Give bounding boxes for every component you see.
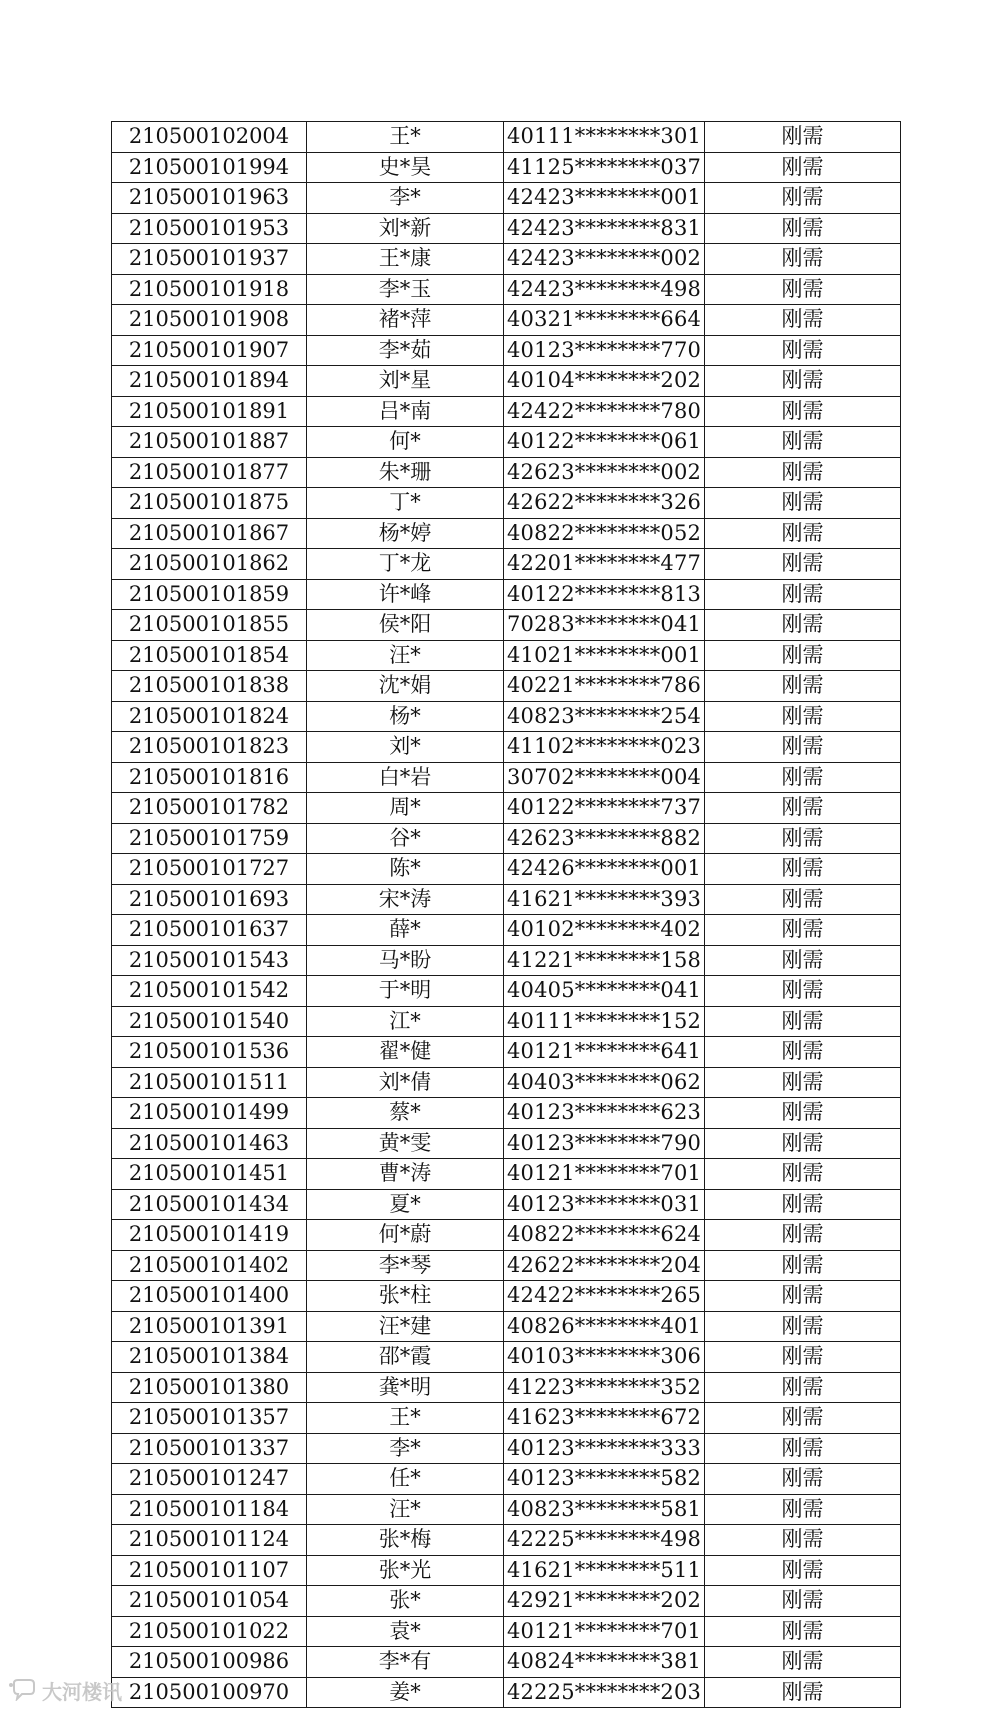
cell-type: 刚需 [705,366,901,397]
table-row [112,1616,901,1647]
cell-name: 夏* [307,1189,504,1220]
cell-application-id: 210500101337 [112,1433,307,1464]
cell-type: 刚需 [705,610,901,641]
table-row [112,122,901,153]
cell-name: 周* [307,793,504,824]
cell-application-id: 210500101247 [112,1464,307,1495]
cell-type: 刚需 [705,945,901,976]
table-row [112,1433,901,1464]
table-row [112,1006,901,1037]
cell-type: 刚需 [705,427,901,458]
cell-application-id: 210500101543 [112,945,307,976]
cell-id-number: 40104********202 [504,366,705,397]
cell-type: 刚需 [705,1616,901,1647]
cell-application-id: 210500101419 [112,1220,307,1251]
table-row [112,610,901,641]
cell-application-id: 210500101894 [112,366,307,397]
cell-id-number: 40102********402 [504,915,705,946]
cell-name: 汪* [307,640,504,671]
cell-application-id: 210500101918 [112,274,307,305]
cell-type: 刚需 [705,274,901,305]
cell-application-id: 210500101391 [112,1311,307,1342]
table-row [112,1677,901,1708]
table-row [112,793,901,824]
cell-application-id: 210500101357 [112,1403,307,1434]
table-row [112,854,901,885]
cell-name: 汪* [307,1494,504,1525]
table-row [112,396,901,427]
cell-id-number: 40121********701 [504,1616,705,1647]
cell-name: 刘* [307,732,504,763]
cell-type: 刚需 [705,1281,901,1312]
cell-id-number: 42622********326 [504,488,705,519]
cell-type: 刚需 [705,213,901,244]
cell-name: 吕*南 [307,396,504,427]
cell-id-number: 41621********393 [504,884,705,915]
cell-id-number: 42623********002 [504,457,705,488]
cell-application-id: 210500101907 [112,335,307,366]
cell-id-number: 40221********786 [504,671,705,702]
cell-application-id: 210500101451 [112,1159,307,1190]
cell-application-id: 210500101908 [112,305,307,336]
cell-application-id: 210500101824 [112,701,307,732]
cell-name: 李* [307,1433,504,1464]
cell-name: 李*玉 [307,274,504,305]
cell-name: 李*茹 [307,335,504,366]
cell-id-number: 40111********301 [504,122,705,153]
cell-name: 黄*雯 [307,1128,504,1159]
cell-name: 汪*建 [307,1311,504,1342]
cell-id-number: 40111********152 [504,1006,705,1037]
cell-id-number: 42921********202 [504,1586,705,1617]
cell-type: 刚需 [705,1372,901,1403]
cell-name: 宋*涛 [307,884,504,915]
cell-application-id: 210500101536 [112,1037,307,1068]
table-row [112,579,901,610]
table-row [112,183,901,214]
cell-name: 史*昊 [307,152,504,183]
cell-name: 张*梅 [307,1525,504,1556]
cell-name: 丁*龙 [307,549,504,580]
cell-name: 杨*婷 [307,518,504,549]
cell-id-number: 30702********004 [504,762,705,793]
cell-type: 刚需 [705,1159,901,1190]
cell-name: 曹*涛 [307,1159,504,1190]
cell-application-id: 210500101877 [112,457,307,488]
cell-id-number: 40823********254 [504,701,705,732]
cell-id-number: 41623********672 [504,1403,705,1434]
cell-application-id: 210500101637 [112,915,307,946]
cell-application-id: 210500101855 [112,610,307,641]
table-row [112,671,901,702]
cell-type: 刚需 [705,1525,901,1556]
table-row [112,274,901,305]
cell-type: 刚需 [705,1494,901,1525]
cell-application-id: 210500101782 [112,793,307,824]
cell-name: 刘*星 [307,366,504,397]
table-row [112,1067,901,1098]
cell-name: 张*柱 [307,1281,504,1312]
cell-application-id: 210500101867 [112,518,307,549]
cell-name: 沈*娟 [307,671,504,702]
cell-name: 翟*健 [307,1037,504,1068]
cell-name: 何*蔚 [307,1220,504,1251]
cell-name: 李*琴 [307,1250,504,1281]
cell-id-number: 40103********306 [504,1342,705,1373]
table-row [112,366,901,397]
cell-type: 刚需 [705,1250,901,1281]
cell-name: 马*盼 [307,945,504,976]
cell-name: 谷* [307,823,504,854]
roster-table-body [112,122,901,1708]
cell-type: 刚需 [705,152,901,183]
cell-application-id: 210500101875 [112,488,307,519]
cell-type: 刚需 [705,1311,901,1342]
table-row [112,701,901,732]
cell-application-id: 210500101511 [112,1067,307,1098]
cell-type: 刚需 [705,1037,901,1068]
table-row [112,640,901,671]
cell-name: 侯*阳 [307,610,504,641]
cell-application-id: 210500101854 [112,640,307,671]
cell-name: 何* [307,427,504,458]
cell-name: 李*有 [307,1647,504,1678]
cell-id-number: 41021********001 [504,640,705,671]
cell-id-number: 41102********023 [504,732,705,763]
cell-name: 褚*萍 [307,305,504,336]
table-row [112,1586,901,1617]
cell-id-number: 40123********333 [504,1433,705,1464]
cell-application-id: 210500101953 [112,213,307,244]
table-row [112,1342,901,1373]
cell-type: 刚需 [705,1403,901,1434]
cell-id-number: 40823********581 [504,1494,705,1525]
cell-type: 刚需 [705,915,901,946]
cell-type: 刚需 [705,335,901,366]
cell-id-number: 40321********664 [504,305,705,336]
table-row [112,213,901,244]
cell-id-number: 42622********204 [504,1250,705,1281]
cell-name: 江* [307,1006,504,1037]
cell-application-id: 210500100986 [112,1647,307,1678]
cell-type: 刚需 [705,1677,901,1708]
cell-application-id: 210500100970 [112,1677,307,1708]
cell-name: 杨* [307,701,504,732]
cell-type: 刚需 [705,305,901,336]
cell-type: 刚需 [705,518,901,549]
cell-application-id: 210500102004 [112,122,307,153]
cell-id-number: 40123********790 [504,1128,705,1159]
cell-type: 刚需 [705,1647,901,1678]
cell-id-number: 42423********831 [504,213,705,244]
cell-name: 薛* [307,915,504,946]
cell-type: 刚需 [705,549,901,580]
cell-id-number: 42422********780 [504,396,705,427]
cell-application-id: 210500101054 [112,1586,307,1617]
cell-type: 刚需 [705,1464,901,1495]
table-row [112,335,901,366]
cell-application-id: 210500101891 [112,396,307,427]
cell-id-number: 40123********623 [504,1098,705,1129]
cell-id-number: 40403********062 [504,1067,705,1098]
table-row [112,1098,901,1129]
table-row [112,1525,901,1556]
cell-id-number: 40824********381 [504,1647,705,1678]
table-row [112,305,901,336]
cell-application-id: 210500101963 [112,183,307,214]
cell-application-id: 210500101859 [112,579,307,610]
cell-application-id: 210500101862 [112,549,307,580]
cell-type: 刚需 [705,396,901,427]
watermark [8,1676,122,1704]
table-row [112,1189,901,1220]
table-row [112,1159,901,1190]
cell-application-id: 210500101400 [112,1281,307,1312]
table-row [112,1281,901,1312]
cell-id-number: 40123********582 [504,1464,705,1495]
cell-type: 刚需 [705,122,901,153]
cell-id-number: 40822********624 [504,1220,705,1251]
cell-name: 张* [307,1586,504,1617]
cell-application-id: 210500101816 [112,762,307,793]
cell-id-number: 40123********031 [504,1189,705,1220]
table-row [112,152,901,183]
cell-application-id: 210500101384 [112,1342,307,1373]
cell-name: 王* [307,1403,504,1434]
cell-name: 刘*新 [307,213,504,244]
cell-name: 于*明 [307,976,504,1007]
cell-application-id: 210500101727 [112,854,307,885]
cell-type: 刚需 [705,732,901,763]
roster-sheet [111,121,897,1708]
cell-id-number: 40123********770 [504,335,705,366]
cell-name: 白*岩 [307,762,504,793]
cell-application-id: 210500101107 [112,1555,307,1586]
cell-type: 刚需 [705,1006,901,1037]
cell-application-id: 210500101184 [112,1494,307,1525]
table-row [112,1250,901,1281]
cell-type: 刚需 [705,854,901,885]
cell-id-number: 70283********041 [504,610,705,641]
cell-type: 刚需 [705,671,901,702]
cell-id-number: 41223********352 [504,1372,705,1403]
cell-type: 刚需 [705,1586,901,1617]
cell-id-number: 40122********061 [504,427,705,458]
cell-type: 刚需 [705,1220,901,1251]
cell-id-number: 42225********203 [504,1677,705,1708]
table-row [112,1311,901,1342]
table-row [112,1403,901,1434]
cell-application-id: 210500101540 [112,1006,307,1037]
roster-table [111,121,901,1708]
cell-name: 姜* [307,1677,504,1708]
cell-id-number: 42423********002 [504,244,705,275]
cell-application-id: 210500101823 [112,732,307,763]
table-row [112,549,901,580]
cell-id-number: 40826********401 [504,1311,705,1342]
cell-type: 刚需 [705,183,901,214]
table-row [112,915,901,946]
cell-type: 刚需 [705,1433,901,1464]
cell-id-number: 41621********511 [504,1555,705,1586]
cell-name: 李* [307,183,504,214]
cell-id-number: 42422********265 [504,1281,705,1312]
cell-application-id: 210500101499 [112,1098,307,1129]
table-row [112,244,901,275]
cell-application-id: 210500101124 [112,1525,307,1556]
cell-application-id: 210500101402 [112,1250,307,1281]
cell-type: 刚需 [705,1342,901,1373]
cell-name: 许*峰 [307,579,504,610]
table-row [112,884,901,915]
cell-application-id: 210500101887 [112,427,307,458]
table-row [112,427,901,458]
cell-id-number: 42423********001 [504,183,705,214]
table-row [112,1464,901,1495]
cell-application-id: 210500101693 [112,884,307,915]
cell-name: 陈* [307,854,504,885]
cell-id-number: 41125********037 [504,152,705,183]
table-row [112,1372,901,1403]
table-row [112,488,901,519]
table-row [112,976,901,1007]
cell-id-number: 42201********477 [504,549,705,580]
cell-name: 邵*霞 [307,1342,504,1373]
cell-id-number: 42423********498 [504,274,705,305]
cell-type: 刚需 [705,640,901,671]
table-row [112,762,901,793]
cell-type: 刚需 [705,884,901,915]
table-row [112,457,901,488]
cell-type: 刚需 [705,579,901,610]
cell-id-number: 40122********813 [504,579,705,610]
table-row [112,1037,901,1068]
cell-type: 刚需 [705,793,901,824]
cell-type: 刚需 [705,1098,901,1129]
table-row [112,732,901,763]
cell-type: 刚需 [705,823,901,854]
cell-type: 刚需 [705,1555,901,1586]
cell-application-id: 210500101434 [112,1189,307,1220]
cell-application-id: 210500101542 [112,976,307,1007]
table-row [112,518,901,549]
cell-name: 刘*倩 [307,1067,504,1098]
cell-type: 刚需 [705,1128,901,1159]
table-row [112,1647,901,1678]
table-row [112,823,901,854]
cell-type: 刚需 [705,457,901,488]
cell-type: 刚需 [705,244,901,275]
cell-application-id: 210500101759 [112,823,307,854]
cell-application-id: 210500101380 [112,1372,307,1403]
table-row [112,945,901,976]
cell-id-number: 42426********001 [504,854,705,885]
table-row [112,1494,901,1525]
cell-application-id: 210500101937 [112,244,307,275]
cell-id-number: 40121********701 [504,1159,705,1190]
cell-type: 刚需 [705,488,901,519]
cell-id-number: 42225********498 [504,1525,705,1556]
cell-name: 龚*明 [307,1372,504,1403]
cell-name: 蔡* [307,1098,504,1129]
table-row [112,1128,901,1159]
cell-id-number: 40822********052 [504,518,705,549]
cell-application-id: 210500101994 [112,152,307,183]
cell-id-number: 40122********737 [504,793,705,824]
cell-application-id: 210500101463 [112,1128,307,1159]
table-row [112,1220,901,1251]
cell-name: 任* [307,1464,504,1495]
chat-bubble-icon [8,1679,36,1701]
cell-name: 袁* [307,1616,504,1647]
cell-id-number: 40121********641 [504,1037,705,1068]
table-row [112,1555,901,1586]
cell-id-number: 40405********041 [504,976,705,1007]
cell-name: 丁* [307,488,504,519]
cell-name: 王* [307,122,504,153]
cell-name: 朱*珊 [307,457,504,488]
cell-type: 刚需 [705,1189,901,1220]
cell-type: 刚需 [705,762,901,793]
cell-type: 刚需 [705,976,901,1007]
cell-application-id: 210500101022 [112,1616,307,1647]
cell-id-number: 42623********882 [504,823,705,854]
cell-type: 刚需 [705,1067,901,1098]
watermark-text: 大河楼讯 [42,1679,122,1704]
cell-application-id: 210500101838 [112,671,307,702]
cell-name: 王*康 [307,244,504,275]
cell-type: 刚需 [705,701,901,732]
cell-name: 张*光 [307,1555,504,1586]
cell-id-number: 41221********158 [504,945,705,976]
